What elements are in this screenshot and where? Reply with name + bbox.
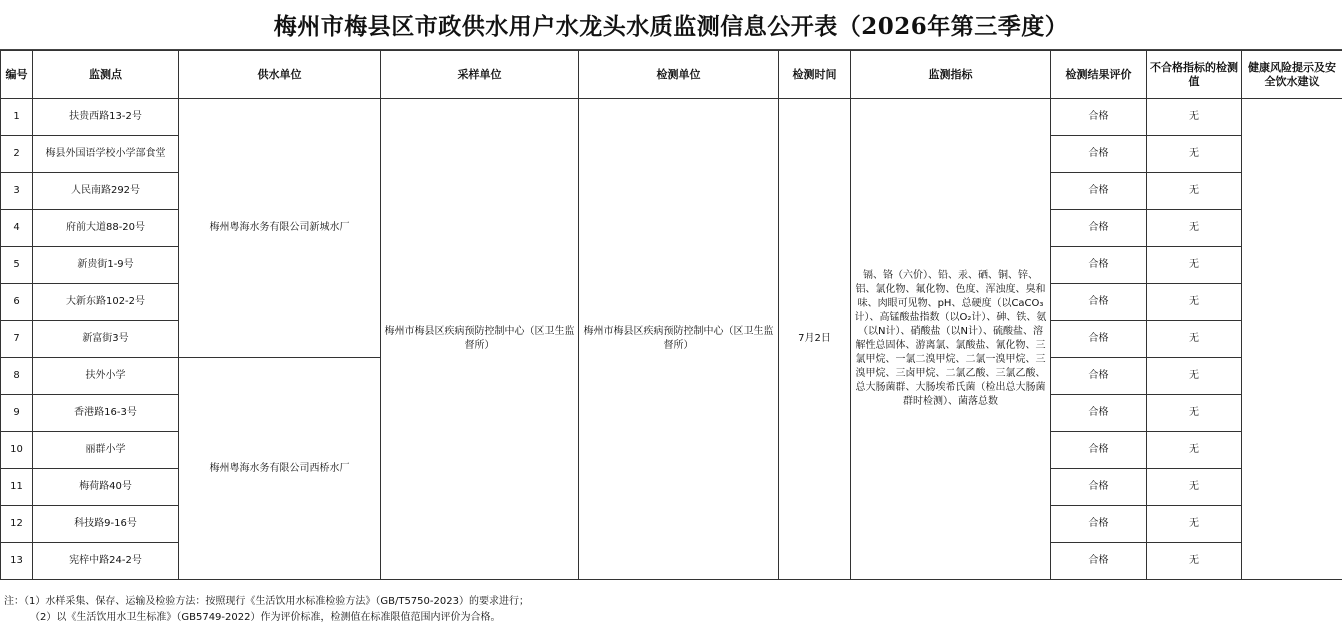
header-unqualified: 不合格指标的检测值: [1147, 51, 1242, 99]
tester-cell: 梅州市梅县区疾病预防控制中心（区卫生监督所）: [579, 99, 779, 580]
row-result: 合格: [1051, 543, 1147, 580]
footnote-2: （2）以《生活饮用水卫生标准》（GB5749-2022）作为评价标准，检测值在标准限值范围内评价为合格。: [30, 612, 501, 623]
row-site: 梅荷路40号: [33, 469, 179, 506]
header-result: 检测结果评价: [1051, 51, 1147, 99]
header-advice: 健康风险提示及安全饮水建议: [1242, 51, 1342, 99]
row-result: 合格: [1051, 136, 1147, 173]
row-result: 合格: [1051, 506, 1147, 543]
row-result: 合格: [1051, 99, 1147, 136]
row-site: 扶贵西路13-2号: [33, 99, 179, 136]
row-no: 13: [1, 543, 33, 580]
header-sampler: 采样单位: [381, 51, 579, 99]
row-no: 5: [1, 247, 33, 284]
row-unqualified: 无: [1147, 469, 1242, 506]
row-result: 合格: [1051, 210, 1147, 247]
row-result: 合格: [1051, 173, 1147, 210]
footnotes: [4, 594, 529, 626]
row-site: 丽群小学: [33, 432, 179, 469]
page-title: 梅州市梅县区市政供水用户水龙头水质监测信息公开表（2026年第三季度）: [0, 0, 1342, 50]
row-unqualified: 无: [1147, 247, 1242, 284]
row-result: 合格: [1051, 469, 1147, 506]
header-row: [1, 51, 1342, 99]
supplier-a-cell: 梅州粤海水务有限公司新城水厂: [179, 99, 381, 358]
row-no: 6: [1, 284, 33, 321]
row-no: 10: [1, 432, 33, 469]
row-site: 府前大道88-20号: [33, 210, 179, 247]
water-quality-table: [0, 50, 1342, 580]
row-no: 1: [1, 99, 33, 136]
row-no: 7: [1, 321, 33, 358]
row-result: 合格: [1051, 321, 1147, 358]
row-result: 合格: [1051, 432, 1147, 469]
row-unqualified: 无: [1147, 432, 1242, 469]
row-no: 8: [1, 358, 33, 395]
row-result: 合格: [1051, 358, 1147, 395]
row-site: 大新东路102-2号: [33, 284, 179, 321]
row-site: 扶外小学: [33, 358, 179, 395]
row-site: 梅县外国语学校小学部食堂: [33, 136, 179, 173]
advice-cell: [1242, 99, 1342, 580]
row-unqualified: 无: [1147, 321, 1242, 358]
row-no: 11: [1, 469, 33, 506]
test-time-cell: 7月2日: [779, 99, 851, 580]
row-unqualified: 无: [1147, 543, 1242, 580]
header-time: 检测时间: [779, 51, 851, 99]
row-site: 宪梓中路24-2号: [33, 543, 179, 580]
row-site: 新富街3号: [33, 321, 179, 358]
row-unqualified: 无: [1147, 284, 1242, 321]
table-row: [1, 99, 1342, 136]
row-result: 合格: [1051, 395, 1147, 432]
row-unqualified: 无: [1147, 395, 1242, 432]
row-no: 12: [1, 506, 33, 543]
row-no: 9: [1, 395, 33, 432]
row-result: 合格: [1051, 247, 1147, 284]
row-site: 科技路9-16号: [33, 506, 179, 543]
sampler-cell: 梅州市梅县区疾病预防控制中心（区卫生监督所）: [381, 99, 579, 580]
header-tester: 检测单位: [579, 51, 779, 99]
row-unqualified: 无: [1147, 210, 1242, 247]
row-no: 4: [1, 210, 33, 247]
row-site: 新贵街1-9号: [33, 247, 179, 284]
row-unqualified: 无: [1147, 136, 1242, 173]
header-supplier: 供水单位: [179, 51, 381, 99]
row-unqualified: 无: [1147, 99, 1242, 136]
row-unqualified: 无: [1147, 173, 1242, 210]
row-no: 2: [1, 136, 33, 173]
footnote-1: 注：（1）水样采集、保存、运输及检验方法：按照现行《生活饮用水标准检验方法》（GB/T5750-2023）的要求进行；: [4, 596, 529, 607]
header-site: 监测点: [33, 51, 179, 99]
row-site: 人民南路292号: [33, 173, 179, 210]
header-indicators: 监测指标: [851, 51, 1051, 99]
supplier-b-cell: 梅州粤海水务有限公司西桥水厂: [179, 358, 381, 580]
row-no: 3: [1, 173, 33, 210]
row-unqualified: 无: [1147, 358, 1242, 395]
header-no: 编号: [1, 51, 33, 99]
row-site: 香港路16-3号: [33, 395, 179, 432]
row-unqualified: 无: [1147, 506, 1242, 543]
indicators-cell: 镉、铬（六价）、铅、汞、硒、铜、锌、铝、氯化物、氟化物、色度、浑浊度、臭和味、肉眼可见物、pH、总硬度（以CaCO₃计）、高锰酸盐指数（以O₂计）、砷、铁、氨（以N计）、硝酸盐（以N计）、硫酸盐、溶解性总固体、游离氯、氯酸盐、氰化物、三氯甲烷、一氯二溴甲烷、二氯一溴甲烷、三溴甲烷、三卤甲烷、二氯乙酸、三氯乙酸、总大肠菌群、大肠埃希氏菌（检出总大肠菌群时检测）、菌落总数: [851, 99, 1051, 580]
row-result: 合格: [1051, 284, 1147, 321]
